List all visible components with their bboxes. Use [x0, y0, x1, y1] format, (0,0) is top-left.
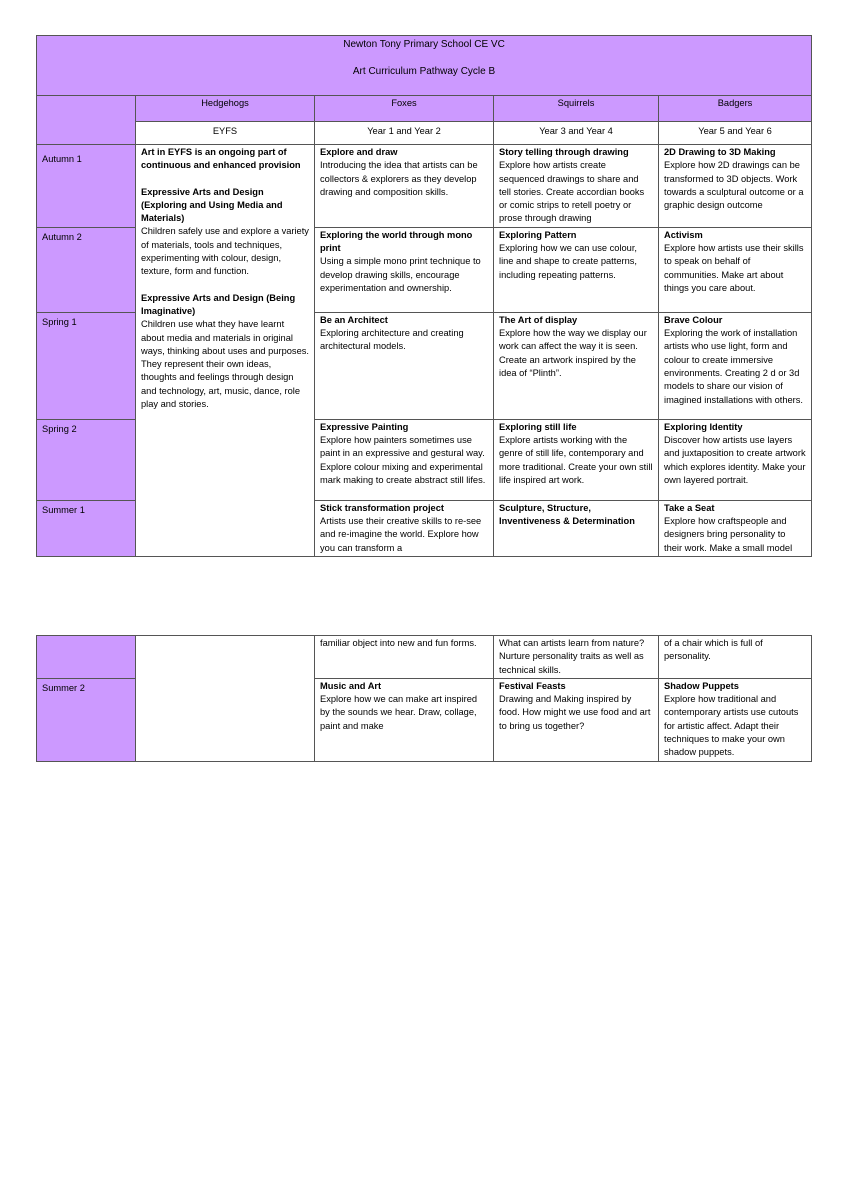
eyfs-cell	[136, 145, 315, 557]
eyfs-text-imaginative: Children use what they have learnt about media and materials in original ways, thinking about uses and purposes. They represent their own ideas, thoughts and feelings through design and technology, art, music, dance, role play and stories.	[141, 319, 309, 410]
term-summer-1: Summer 1	[37, 500, 136, 556]
unit-title: 2D Drawing to 3D Making	[664, 147, 776, 157]
unit-text: Explore how artists create sequenced drawings to share and tell stories. Create accordian books or comic strips to retell poetry or prose through drawing	[499, 160, 645, 224]
term-autumn-1: Autumn 1	[37, 145, 136, 228]
unit-autumn1-badgers	[659, 145, 812, 228]
term-autumn-2: Autumn 2	[37, 227, 136, 312]
unit-title: Music and Art	[320, 680, 382, 691]
unit-text: Artists use their creative skills to re-see and re-imagine the world. Explore how you can transform a	[320, 516, 482, 553]
curriculum-table-continued	[36, 635, 812, 762]
unit-text: Using a simple mono print technique to develop drawing skills, encourage experimentation and ownership.	[320, 256, 481, 293]
unit-autumn2-foxes	[315, 227, 494, 312]
unit-text: Discover how artists use layers and juxtaposition to create artwork which explores identity. Make your own layered portrait.	[664, 435, 806, 485]
year-foxes: Year 1 and Year 2	[315, 122, 494, 145]
unit-title: Exploring Pattern	[499, 229, 577, 240]
unit-text: Explore artists working with the genre of still life, contemporary and more traditional. Create your own still life inspired art work.	[499, 435, 653, 485]
unit-title: Stick transformation project	[320, 502, 444, 513]
class-badgers: Badgers	[659, 96, 812, 122]
unit-spring2-squirrels	[494, 419, 659, 500]
class-hedgehogs: Hedgehogs	[136, 96, 315, 122]
eyfs-text-media: Children safely use and explore a variety of materials, tools and techniques, experimenting with colour, design, texture, form and function.	[141, 226, 309, 277]
title-block	[37, 36, 812, 96]
term-summer-1-continued	[37, 636, 136, 679]
term-summer-2: Summer 2	[37, 678, 136, 761]
eyfs-cell-continued	[136, 636, 315, 762]
unit-autumn2-squirrels	[494, 227, 659, 312]
curriculum-title: Art Curriculum Pathway Cycle B	[352, 66, 496, 77]
unit-text: Explore how we can make art inspired by the sounds we hear. Draw, collage, paint and make	[320, 694, 478, 731]
unit-summer1-squirrels	[494, 500, 659, 556]
unit-autumn1-squirrels	[494, 145, 659, 228]
unit-title: Sculpture, Structure, Inventiveness & Determination	[499, 502, 635, 527]
unit-summer1-badgers-cont: of a chair which is full of personality.	[659, 636, 812, 679]
unit-summer1-squirrels-cont: What can artists learn from nature? Nurture personality traits as well as technical skills.	[494, 636, 659, 679]
school-name: Newton Tony Primary School CE VC	[343, 39, 505, 50]
unit-spring1-squirrels	[494, 312, 659, 419]
unit-summer1-foxes	[315, 500, 494, 556]
unit-title: Expressive Painting	[320, 421, 409, 432]
unit-text: Exploring architecture and creating architectural models.	[320, 328, 464, 352]
unit-spring1-badgers	[659, 312, 812, 419]
unit-spring2-foxes	[315, 419, 494, 500]
year-badgers: Year 5 and Year 6	[659, 122, 812, 145]
class-squirrels: Squirrels	[494, 96, 659, 122]
unit-text: Exploring how we can use colour, line and shape to create patterns, including repeating patterns.	[499, 243, 637, 280]
unit-summer2-badgers	[659, 678, 812, 761]
eyfs-heading-media: Expressive Arts and Design (Exploring and Using Media and Materials)	[141, 186, 283, 224]
unit-summer1-foxes-cont: familiar object into new and fun forms.	[315, 636, 494, 679]
unit-autumn1-foxes	[315, 145, 494, 228]
unit-title: Festival Feasts	[499, 680, 566, 691]
unit-summer2-squirrels	[494, 678, 659, 761]
unit-title: Shadow Puppets	[664, 680, 739, 691]
unit-spring2-badgers	[659, 419, 812, 500]
unit-text: Explore how 2D drawings can be transformed to 3D objects. Work towards a sculptural outcome or a graphic design outcome	[664, 160, 804, 211]
unit-summer1-badgers	[659, 500, 812, 556]
unit-title: Exploring still life	[499, 421, 577, 432]
unit-title: Activism	[664, 229, 703, 240]
term-spring-2: Spring 2	[37, 419, 136, 500]
unit-title: Be an Architect	[320, 314, 388, 325]
unit-text: Exploring the work of installation artists who use light, form and colour to create immersive environments. Creating 2 d or 3d models to share our vision of imagined installations with others.	[664, 328, 804, 405]
unit-text: Drawing and Making inspired by food. How might we use food and art to bring us together?	[499, 694, 651, 731]
unit-text: Explore how craftspeople and designers bring personality to their work. Make a small model	[664, 516, 793, 553]
term-spring-1: Spring 1	[37, 312, 136, 419]
eyfs-intro: Art in EYFS is an ongoing part of continuous and enhanced provision	[141, 147, 301, 171]
curriculum-table	[36, 35, 812, 557]
unit-spring1-foxes	[315, 312, 494, 419]
unit-text: Explore how painters sometimes use paint in an expressive and gestural way. Explore colour mixing and experimental mark making to create abstract still lifes.	[320, 435, 486, 485]
unit-text: Explore how traditional and contemporary artists use cutouts for artistic affect. Adapt their techniques to make your own shadow puppets.	[664, 694, 799, 758]
unit-title: Take a Seat	[664, 502, 715, 513]
unit-autumn2-badgers	[659, 227, 812, 312]
unit-title: Exploring the world through mono print	[320, 229, 473, 254]
unit-title: The Art of display	[499, 314, 578, 325]
unit-summer2-foxes	[315, 678, 494, 761]
unit-text: Introducing the idea that artists can be collectors & explorers as they develop drawing and composition skills.	[320, 160, 478, 197]
unit-title: Explore and draw	[320, 147, 398, 157]
unit-text: Explore how the way we display our work can affect the way it is seen. Create an artwork inspired by the idea of “Plinth”.	[499, 328, 647, 378]
year-squirrels: Year 3 and Year 4	[494, 122, 659, 145]
eyfs-heading-imaginative: Expressive Arts and Design (Being Imaginative)	[141, 292, 296, 316]
unit-text: Explore how artists use their skills to speak on behalf of communities. Make art about things you care about.	[664, 243, 804, 293]
unit-title: Brave Colour	[664, 314, 723, 325]
corner-cell	[37, 96, 136, 145]
year-hedgehogs: EYFS	[136, 122, 315, 145]
unit-title: Story telling through drawing	[499, 147, 629, 157]
class-foxes: Foxes	[315, 96, 494, 122]
unit-title: Exploring Identity	[664, 421, 743, 432]
